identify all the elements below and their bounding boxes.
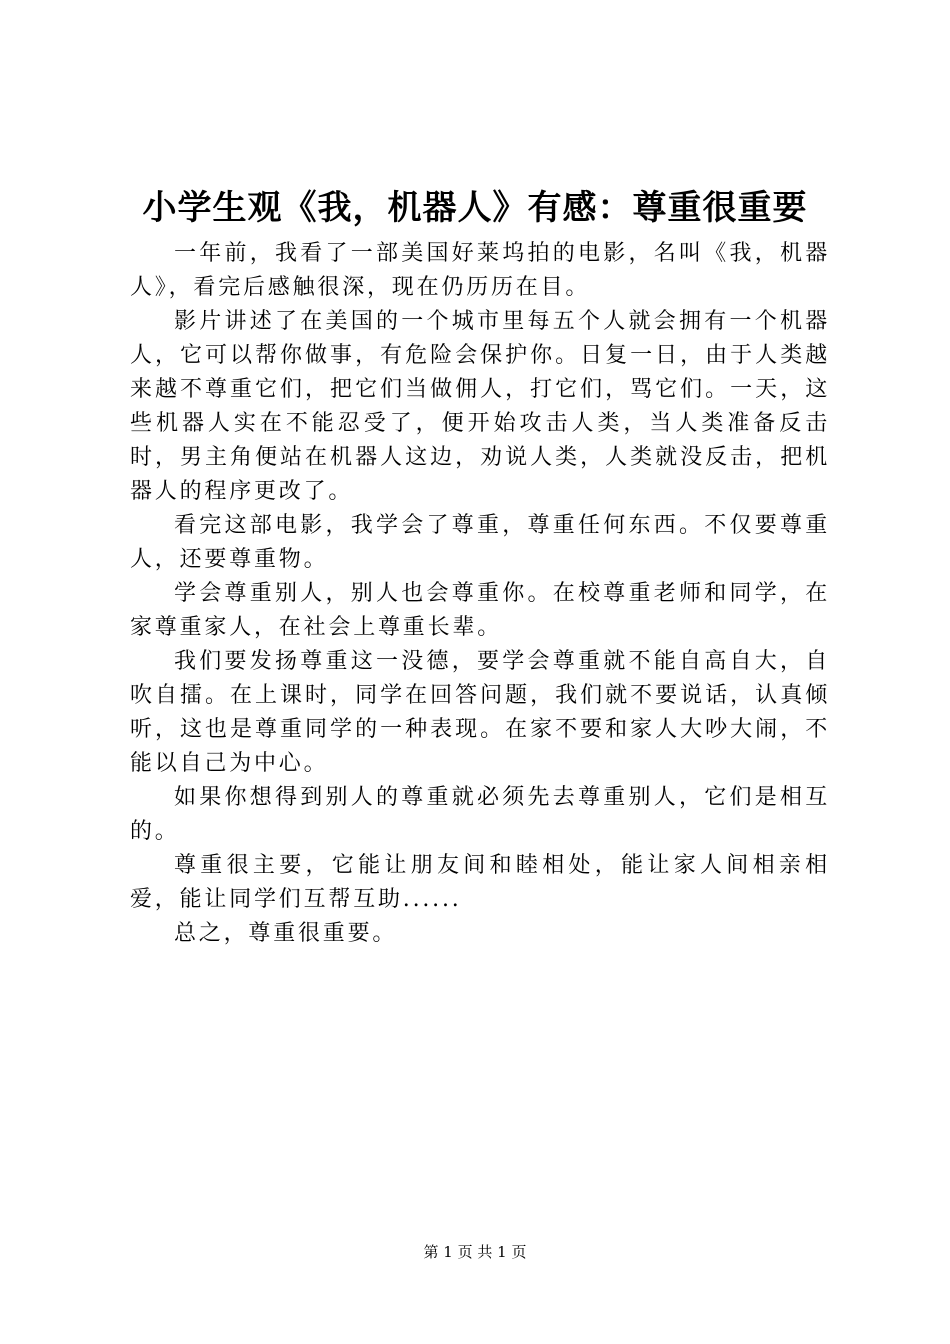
document-body <box>130 237 830 951</box>
paragraph: 看完这部电影，我学会了尊重，尊重任何东西。不仅要尊重人，还要尊重物。 <box>130 513 830 572</box>
paragraph: 我们要发扬尊重这一没德，要学会尊重就不能自高自大，自吹自擂。在上课时，同学在回答问题，我们就不要说话，认真倾听，这也是尊重同学的一种表现。在家不要和家人大吵大闹，不能以自己为中心。 <box>130 649 830 776</box>
paragraph: 如果你想得到别人的尊重就必须先去尊重别人，它们是相互的。 <box>130 785 830 844</box>
page-number-footer: 第 1 页 共 1 页 <box>423 1243 527 1261</box>
paragraph: 学会尊重别人，别人也会尊重你。在校尊重老师和同学，在家尊重家人，在社会上尊重长辈。 <box>130 581 830 640</box>
paragraph: 尊重很主要，它能让朋友间和睦相处，能让家人间相亲相爱，能让同学们互帮互助...... <box>130 853 830 912</box>
paragraph: 影片讲述了在美国的一个城市里每五个人就会拥有一个机器人，它可以帮你做事，有危险会保护你。日复一日，由于人类越来越不尊重它们，把它们当做佣人，打它们，骂它们。一天，这些机器人实在不能忍受了，便开始攻击人类，当人类准备反击时，男主角便站在机器人这边，劝说人类，人类就没反击，把机器人的程序更改了。 <box>130 309 830 504</box>
document-title: 小学生观《我，机器人》有感：尊重很重要 <box>142 188 808 228</box>
paragraph: 总之，尊重很重要。 <box>174 921 398 946</box>
paragraph: 一年前，我看了一部美国好莱坞拍的电影，名叫《我，机器人》，看完后感触很深，现在仍历历在目。 <box>130 241 830 300</box>
